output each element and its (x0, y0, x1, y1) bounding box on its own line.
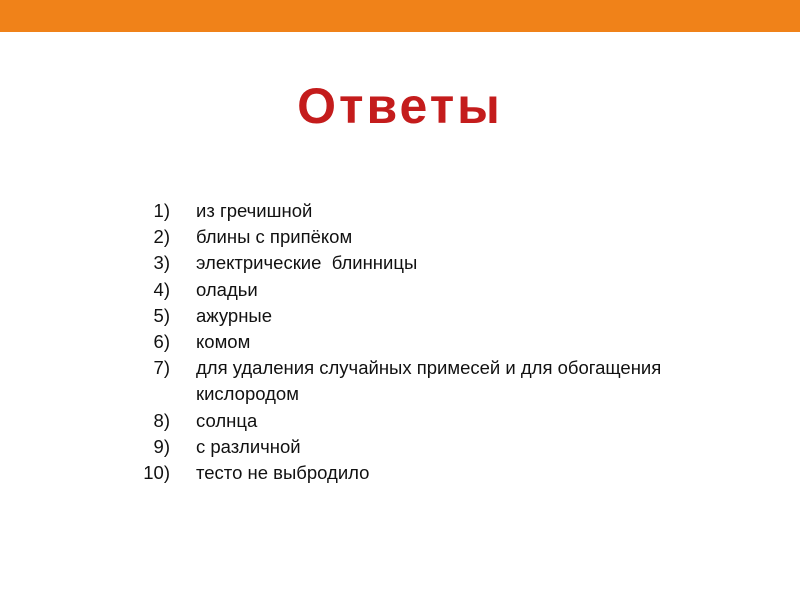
list-item-number: 1) (153, 200, 170, 221)
list-item-text: с различной (196, 435, 301, 457)
list-item-number: 6) (153, 331, 170, 353)
list-item (118, 277, 678, 303)
list-item (118, 250, 678, 276)
list-item (118, 329, 678, 355)
slide-title: Ответы (297, 78, 503, 134)
list-item-text: солнца (196, 409, 258, 431)
list-item-number: 8) (153, 409, 170, 431)
list-item-text: тесто не выбродило (196, 462, 370, 484)
list-item-text: для удаления случайных примесей и для обогащения кислородом (196, 357, 662, 405)
list-item-text: оладьи (196, 278, 258, 300)
list-item-number: 7) (153, 357, 170, 379)
list-item (118, 408, 678, 434)
list-item-text: ажурные (196, 304, 273, 326)
list-item (118, 224, 678, 250)
list-item-number: 4) (153, 278, 170, 300)
list-item-number: 3) (153, 252, 170, 274)
list-item (118, 460, 678, 486)
list-item-number: 5) (153, 304, 170, 326)
list-item-number: 2) (153, 226, 170, 248)
list-item (118, 198, 678, 224)
list-item (118, 434, 678, 460)
answer-list (118, 198, 678, 486)
list-item-text: электрические блинницы (196, 252, 418, 274)
list-item-text: комом (196, 331, 251, 353)
list-item (118, 355, 678, 407)
list-item-number: 9) (153, 435, 170, 457)
list-item-text: из гречишной (196, 200, 313, 221)
list-item (118, 303, 678, 329)
list-item-text: блины с припёком (196, 226, 353, 248)
top-accent-bar (0, 0, 800, 32)
list-item-number: 10) (143, 462, 170, 484)
